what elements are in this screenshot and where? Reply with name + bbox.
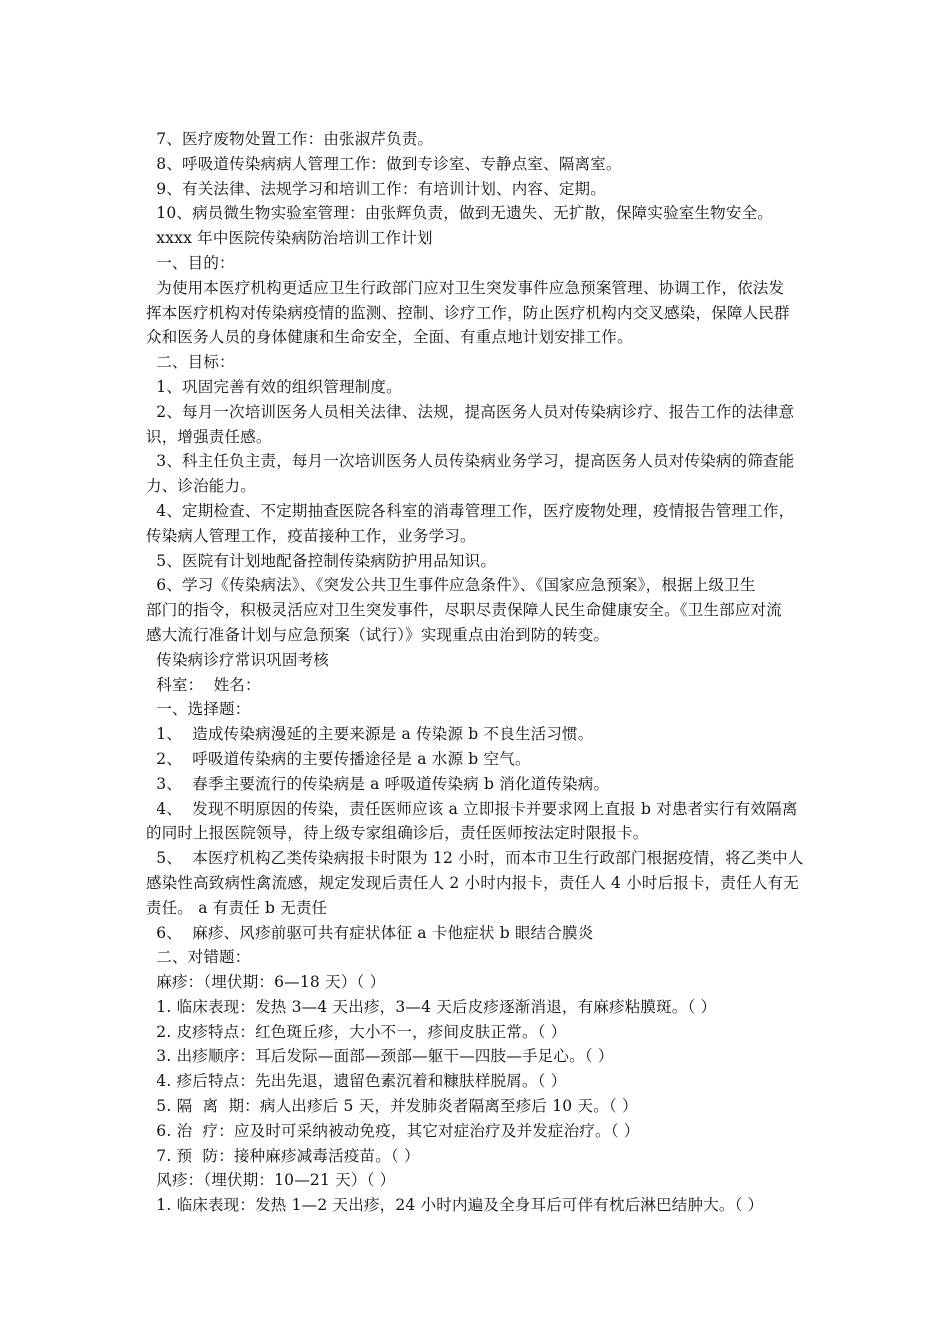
text-line: 众和医务人员的身体健康和生命安全，全面、有重点地计划安排工作。 (146, 328, 633, 347)
document-body (146, 127, 810, 1218)
text-line: 力、诊治能力。 (146, 477, 256, 496)
text-line: 传染病人管理工作，疫苗接种工作，业务学习。 (146, 526, 476, 545)
text-line: 二、目标： (146, 353, 235, 372)
text-line: 2、 呼吸道传染病的主要传播途径是 a 水源 b 空气。 (146, 749, 531, 768)
text-line: 3、 春季主要流行的传染病是 a 呼吸道传染病 b 消化道传染病。 (146, 774, 610, 793)
text-line: 感染性高致病性禽流感，规定发现后责任人 2 小时内报卡，责任人 4 小时后报卡，责任人有无 (146, 873, 799, 892)
text-line: 5、医院有计划地配备控制传染病防护用品知识。 (146, 551, 497, 570)
text-line: 科室： 姓名： (146, 675, 261, 694)
text-line: 的同时上报医院领导，待上级专家组确诊后，责任医师按法定时限报卡。 (146, 824, 649, 843)
text-line: 5、 本医疗机构乙类传染病报卡时限为 12 小时，而本市卫生行政部门根据疫情，将乙类中人 (146, 849, 804, 868)
text-line: 一、选择题： (146, 700, 251, 719)
text-line: 1. 临床表现：发热 1—2 天出疹，24 小时内遍及全身耳后可伴有枕后淋巴结肿大。（ ） (146, 1196, 764, 1215)
text-line: 6、 麻疹、风疹前驱可共有症状体征 a 卡他症状 b 眼结合膜炎 (146, 923, 594, 942)
text-line: 感大流行准备计划与应急预案（试行）》实现重点由治到防的转变。 (146, 625, 610, 644)
text-line: 挥本医疗机构对传染病疫情的监测、控制、诊疗工作，防止医疗机构内交叉感染，保障人民群 (146, 303, 790, 322)
text-line: 传染病诊疗常识巩固考核 (146, 650, 329, 669)
text-line: 2. 皮疹特点：红色斑丘疹，大小不一，疹间皮肤正常。（ ） (146, 1022, 567, 1041)
text-line: 4、定期检查、不定期抽查医院各科室的消毒管理工作，医疗废物处理，疫情报告管理工作， (146, 501, 795, 520)
text-line: 8、呼吸道传染病病人管理工作：做到专诊室、专静点室、隔离室。 (146, 154, 622, 173)
text-line: 2、每月一次培训医务人员相关法律、法规，提高医务人员对传染病诊疗、报告工作的法律意 (146, 402, 795, 421)
text-line: 3. 出疹顺序：耳后发际—面部—颈部—躯干—四肢—手足心。（ ） (146, 1047, 614, 1066)
text-line: 7. 预 防：接种麻疹减毒活疫苗。（ ） (146, 1146, 420, 1165)
text-line: 识，增强责任感。 (146, 427, 272, 446)
text-line: 7、医疗废物处置工作：由张淑芹负责。 (146, 130, 434, 148)
text-line: xxxx 年中医院传染病防治培训工作计划 (146, 229, 433, 248)
text-line: 责任。 a 有责任 b 无责任 (146, 898, 328, 917)
text-line: 6. 治 疗：应及时可采纳被动免疫，其它对症治疗及并发症治疗。（ ） (146, 1121, 640, 1140)
text-line: 二、对错题： (146, 948, 251, 967)
text-line: 4. 疹后特点：先出先退，遗留色素沉着和糠肤样脱屑。（ ） (146, 1072, 567, 1091)
text-line: 风疹：（埋伏期：10—21 天）（ ） (146, 1171, 396, 1190)
text-line: 4、 发现不明原因的传染，责任医师应该 a 立即报卡并要求网上直报 b 对患者实行有效隔离 (146, 799, 798, 818)
text-line: 1. 临床表现：发热 3—4 天出疹，3—4 天后皮疹逐渐消退，有麻疹粘膜斑。（ ） (146, 997, 717, 1016)
text-line: 9、有关法律、法规学习和培训工作：有培训计划、内容、定期。 (146, 179, 606, 198)
text-line: 麻疹：（埋伏期：6—18 天）（ ） (146, 973, 386, 992)
text-line: 5. 隔 离 期：病人出疹后 5 天，并发肺炎者隔离至疹后 10 天。（ ） (146, 1097, 638, 1116)
text-line: 1、 造成传染病漫延的主要来源是 a 传染源 b 不良生活习惯。 (146, 725, 594, 744)
text-line: 10、病员微生物实验室管理：由张辉负责，做到无遗失、无扩散，保障实验室生物安全。 (146, 204, 773, 223)
text-line: 1、巩固完善有效的组织管理制度。 (146, 377, 402, 396)
text-line: 6、学习《传染病法》、《突发公共卫生事件应急条件》、《国家应急预案》，根据上级卫生 (146, 576, 756, 595)
text-line: 部门的指令，积极灵活应对卫生突发事件，尽职尽责保障人民生命健康安全。《卫生部应对流 (146, 601, 782, 620)
text-line: 一、目的： (146, 253, 235, 272)
text-line: 为使用本医疗机构更适应卫生行政部门应对卫生突发事件应急预案管理、协调工作，依法发 (146, 278, 785, 297)
text-line: 3、科主任负主责，每月一次培训医务人员传染病业务学习，提高医务人员对传染病的筛查能 (146, 452, 795, 471)
